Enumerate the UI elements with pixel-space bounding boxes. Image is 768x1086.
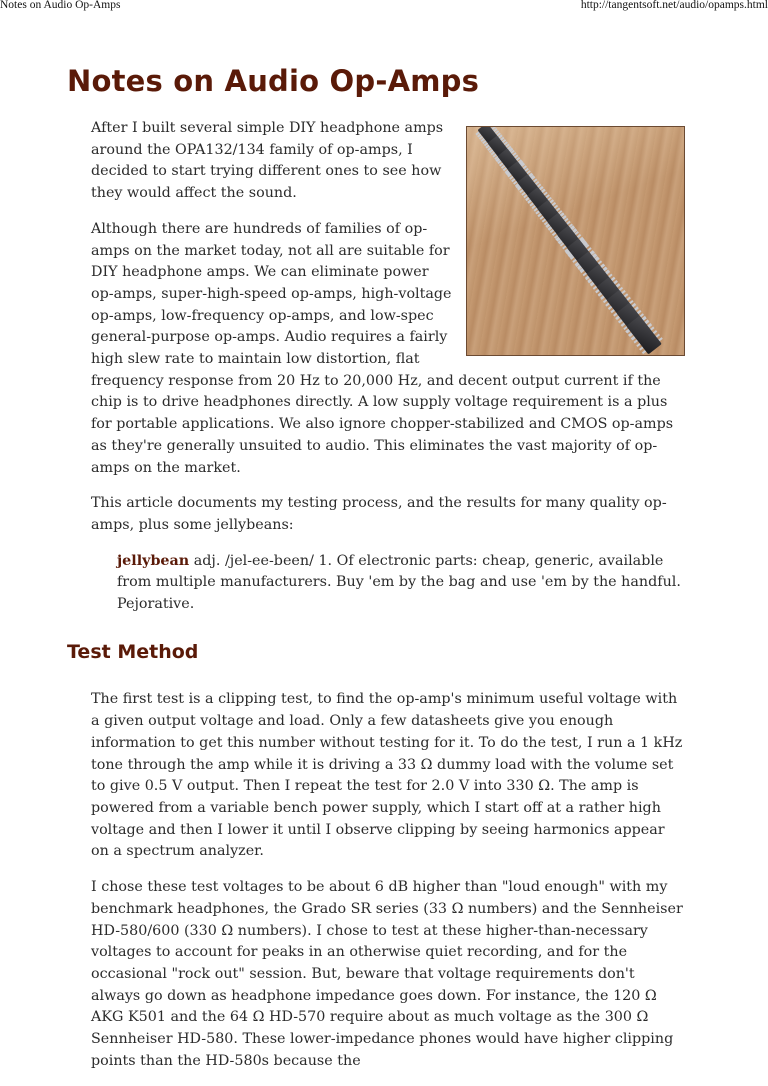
op-amp-chips-photo xyxy=(466,126,685,356)
intro-paragraph-3: This article documents my testing process, and the results for many quality op-amps, plus some jellybeans: xyxy=(91,495,667,533)
print-header-title: Notes on Audio Op-Amps xyxy=(0,0,121,11)
print-header xyxy=(0,0,768,14)
definition-text: adj. /jel-ee-been/ 1. Of electronic parts: cheap, generic, available from multiple manufacturers. Buy 'em by the bag and use 'em by the handful. Pejorative. xyxy=(117,552,681,613)
intro-paragraph-1: After I built several simple DIY headphone amps around the OPA132/134 family of op-amps, I decided to start trying different ones to see how they would affect the sound. xyxy=(91,120,444,202)
definition-term: jellybean xyxy=(117,552,190,569)
test-method-paragraph-1: The first test is a clipping test, to find the op-amp's minimum useful voltage with a given output voltage and load. Only a few datasheets give you enough information to get this number without testing for it. To do the test, I run a 1 kHz tone through the amp while it is driving a 33 Ω dummy load with the volume set to give 0.5 V output. Then I repeat the test for 2.0 V into 330 Ω. The amp is powered from a variable bench power supply, which I start off at a rather high voltage and then I lower it until I observe clipping by seeing harmonics appear on a spectrum analyzer. xyxy=(91,691,683,860)
test-method-paragraph-2: I chose these test voltages to be about 6 dB higher than "loud enough" with my benchmark headphones, the Grado SR series (33 Ω numbers) and the Sennheiser HD-580/600 (330 Ω numbers). I chose to test at these higher-than-necessary voltages to account for peaks in an otherwise quiet recording, and for the occasional "rock out" session. But, beware that voltage requirements don't always go down as headphone impedance goes down. For instance, the 120 Ω AKG K501 and the 64 Ω HD-570 require about as much voltage as the 300 Ω Sennheiser HD-580. These lower-impedance phones would have higher clipping points than the HD-580s because the xyxy=(91,879,683,1069)
test-method-heading: Test Method xyxy=(67,640,199,663)
op-amp-chip-stack-illustration xyxy=(467,127,684,355)
print-header-url[interactable]: http://tangentsoft.net/audio/opamps.html xyxy=(580,0,768,11)
page-title: Notes on Audio Op-Amps xyxy=(67,64,480,98)
jellybean-definition xyxy=(117,551,685,616)
intro-paragraph-2: Although there are hundreds of families of op-amps on the market today, not all are suitable for DIY headphone amps. We can eliminate power op-amps, super-high-speed op-amps, high-voltage op-amps, low-frequency op-amps, and low-spec general-purpose op-amps. Audio requires a fairly high slew rate to maintain low distortion, flat frequency response from 20 Hz to 20,000 Hz, and decent output current if the chip is to drive headphones directly. A low supply voltage requirement is a plus for portable applications. We also ignore chopper-stabilized and CMOS op-amps as they're generally unsuited to audio. This eliminates the vast majority of op-amps on the market. xyxy=(91,220,674,476)
article-body xyxy=(67,118,685,1086)
